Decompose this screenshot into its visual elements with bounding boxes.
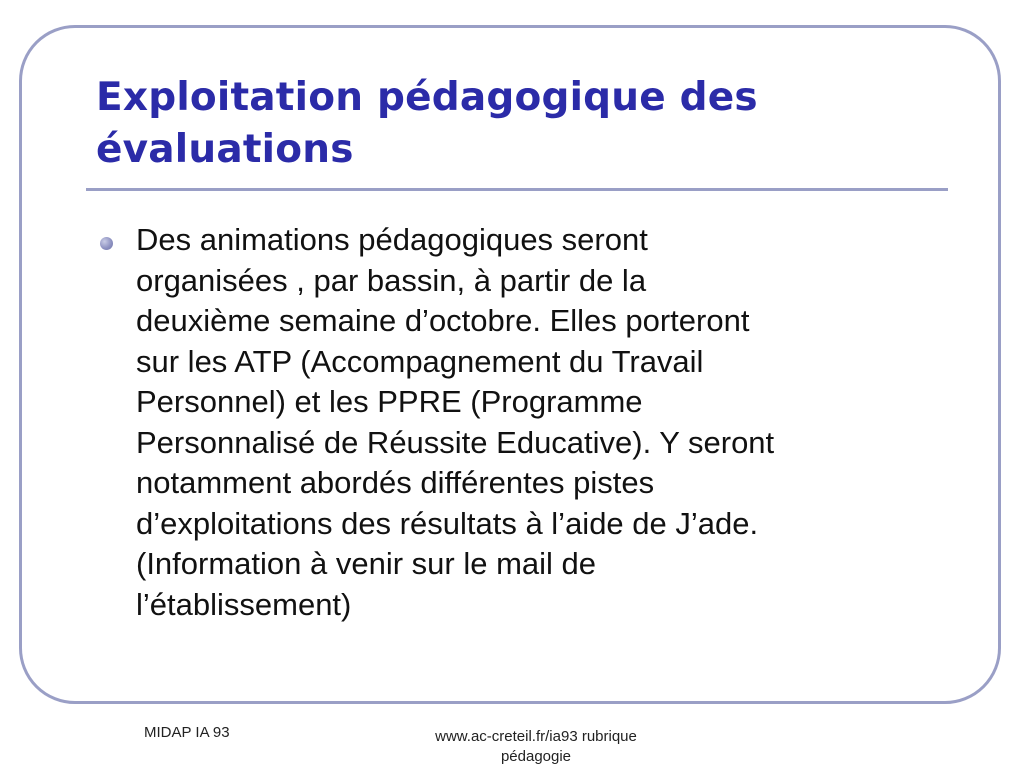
title-divider	[86, 188, 948, 191]
footer-left-text: MIDAP IA 93	[144, 724, 230, 741]
bullet-dot-icon	[100, 237, 113, 250]
footer-center-text: www.ac-creteil.fr/ia93 rubrique pédagogie	[435, 728, 637, 765]
slide-title: Exploitation pédagogique des évaluations	[96, 75, 758, 172]
slide-content	[100, 220, 950, 625]
bullet-text: Des animations pédagogiques seront organisées , par bassin, à partir de la deuxième semaine d’octobre. Elles porteront sur les ATP (Accompagnement du Travail Personnel) et les PPRE (Programme Personnalisé de Réussite Educative). Y seront notamment abordés différentes pistes d’exploitations des résultats à l’aide de J’ade. (Information à venir sur le mail de l’établissement)	[136, 222, 775, 622]
bullet-item	[100, 220, 950, 625]
